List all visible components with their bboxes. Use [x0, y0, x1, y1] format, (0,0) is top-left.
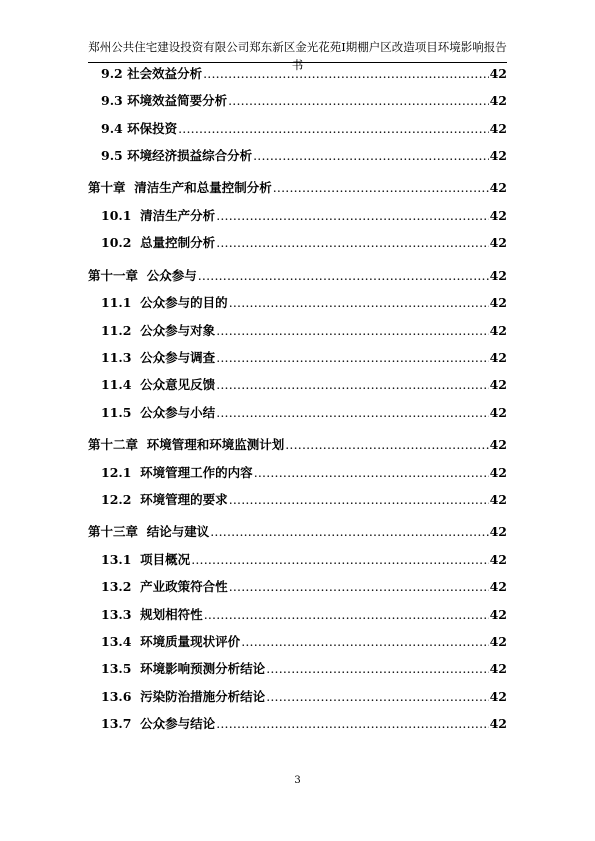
dot-leader — [216, 399, 488, 426]
toc-entry-page: 42 — [489, 267, 507, 283]
toc-entry-label: 环境经济损益综合分析 — [127, 147, 253, 163]
toc-entry[interactable] — [88, 710, 507, 737]
toc-entry[interactable] — [88, 655, 507, 682]
toc-entry-label: 公众参与小结 — [140, 404, 216, 420]
toc-entry-number: 13.6 — [101, 688, 132, 704]
toc-entry-number: 13.1 — [101, 552, 132, 568]
toc-entry-title — [101, 710, 215, 737]
toc-entry-page: 42 — [489, 207, 507, 223]
table-of-contents — [88, 60, 507, 737]
toc-entry-page: 42 — [489, 66, 507, 81]
dot-leader — [266, 655, 488, 682]
toc-entry[interactable] — [88, 169, 507, 202]
toc-entry-title — [101, 371, 215, 398]
toc-entry-label: 产业政策符合性 — [140, 579, 228, 595]
toc-entry-number: 12.2 — [101, 491, 132, 507]
dot-leader — [191, 546, 488, 573]
toc-entry-number: 9.5 — [101, 147, 123, 163]
toc-entry-page: 42 — [489, 633, 507, 649]
dot-leader — [216, 202, 488, 229]
toc-entry[interactable] — [88, 229, 507, 256]
toc-entry-label: 环境管理的要求 — [140, 491, 228, 507]
toc-entry-number: 12.1 — [101, 464, 132, 480]
toc-entry-page: 42 — [489, 491, 507, 507]
toc-entry-number: 11.1 — [101, 295, 132, 311]
toc-entry-number: 第十章 — [88, 180, 126, 196]
dot-leader — [216, 710, 488, 737]
toc-entry-page: 42 — [489, 377, 507, 393]
toc-entry[interactable] — [88, 115, 507, 142]
toc-entry-label: 清洁生产分析 — [140, 207, 216, 223]
toc-entry-number: 9.3 — [101, 93, 123, 109]
toc-entry-page: 42 — [489, 606, 507, 622]
toc-entry-title — [101, 655, 265, 682]
toc-entry-number: 11.3 — [101, 349, 132, 365]
toc-entry[interactable] — [88, 142, 507, 169]
toc-entry-title — [101, 683, 265, 710]
page-number: 3 — [294, 775, 301, 786]
toc-entry-label: 项目概况 — [140, 552, 191, 568]
dot-leader — [216, 317, 488, 344]
toc-entry-number: 9.2 — [101, 66, 123, 81]
toc-entry-label: 环境影响预测分析结论 — [140, 661, 266, 677]
toc-entry-title — [101, 573, 228, 600]
toc-entry-label: 污染防治措施分析结论 — [140, 688, 266, 704]
toc-entry[interactable] — [88, 399, 507, 426]
toc-entry-page: 42 — [489, 235, 507, 251]
dot-leader — [216, 371, 488, 398]
toc-entry-title — [101, 142, 252, 169]
toc-entry-number: 11.5 — [101, 404, 132, 420]
toc-entry-label: 公众参与结论 — [140, 715, 216, 731]
toc-entry-page: 42 — [489, 436, 507, 452]
toc-entry-title — [101, 202, 215, 229]
toc-entry-title — [101, 87, 227, 114]
dot-leader — [266, 683, 488, 710]
toc-entry-number: 10.2 — [101, 235, 132, 251]
toc-entry-page: 42 — [489, 579, 507, 595]
toc-entry-number: 11.4 — [101, 377, 132, 393]
running-header: 郑州公共住宅建设投资有限公司郑东新区金光花苑Ⅰ期棚户区改造项目环境影响报告书 — [88, 40, 507, 72]
toc-entry-label: 环保投资 — [127, 120, 178, 136]
toc-entry-title — [101, 344, 215, 371]
toc-entry-page: 42 — [489, 688, 507, 704]
toc-entry[interactable] — [88, 426, 507, 459]
toc-entry[interactable] — [88, 371, 507, 398]
toc-entry-number: 第十二章 — [88, 436, 139, 452]
toc-entry-label: 社会效益分析 — [127, 66, 203, 81]
toc-entry[interactable] — [88, 459, 507, 486]
toc-entry-page: 42 — [489, 524, 507, 540]
toc-entry-title — [101, 317, 215, 344]
toc-entry-title — [101, 601, 203, 628]
dot-leader — [178, 115, 488, 142]
toc-entry[interactable] — [88, 60, 507, 87]
toc-entry-title — [101, 399, 215, 426]
dot-leader — [204, 601, 489, 628]
toc-entry[interactable] — [88, 628, 507, 655]
toc-entry[interactable] — [88, 486, 507, 513]
dot-leader — [229, 573, 489, 600]
toc-entry[interactable] — [88, 289, 507, 316]
toc-entry-page: 42 — [489, 404, 507, 420]
toc-entry-page: 42 — [489, 322, 507, 338]
toc-entry-number: 13.5 — [101, 661, 132, 677]
toc-entry-number: 第十三章 — [88, 524, 139, 540]
toc-entry-number: 10.1 — [101, 207, 132, 223]
toc-entry-number: 13.4 — [101, 633, 132, 649]
toc-entry-label: 环境管理工作的内容 — [140, 464, 253, 480]
toc-entry-number: 13.3 — [101, 606, 132, 622]
toc-entry-title — [101, 289, 228, 316]
toc-entry[interactable] — [88, 317, 507, 344]
dot-leader — [216, 229, 488, 256]
dot-leader — [254, 459, 489, 486]
toc-entry[interactable] — [88, 601, 507, 628]
toc-entry-label: 公众参与对象 — [140, 322, 216, 338]
dot-leader — [228, 87, 488, 114]
dot-leader — [241, 628, 488, 655]
toc-entry-label: 环境质量现状评价 — [140, 633, 241, 649]
toc-entry-page: 42 — [489, 552, 507, 568]
toc-entry-page: 42 — [489, 180, 507, 196]
toc-entry-label: 公众参与 — [146, 267, 197, 283]
toc-entry-page: 42 — [489, 295, 507, 311]
toc-entry[interactable] — [88, 344, 507, 371]
toc-entry-label: 结论与建议 — [146, 524, 210, 540]
toc-entry-label: 规划相符性 — [140, 606, 203, 622]
toc-entry-label: 环境管理和环境监测计划 — [146, 436, 285, 452]
toc-entry[interactable] — [88, 546, 507, 573]
toc-entry-label: 环境效益简要分析 — [127, 93, 228, 109]
toc-entry-page: 42 — [489, 661, 507, 677]
toc-entry-title — [101, 459, 253, 486]
toc-entry-page: 42 — [489, 349, 507, 365]
toc-entry-page: 42 — [489, 93, 507, 109]
toc-entry-number: 13.2 — [101, 579, 132, 595]
dot-leader — [216, 344, 488, 371]
toc-entry-label: 公众意见反馈 — [140, 377, 216, 393]
toc-entry[interactable] — [88, 683, 507, 710]
toc-entry-number: 9.4 — [101, 120, 123, 136]
dot-leader — [253, 142, 488, 169]
toc-entry[interactable] — [88, 513, 507, 546]
toc-entry-title — [101, 115, 177, 142]
toc-entry-title — [101, 546, 190, 573]
toc-entry-title — [101, 229, 215, 256]
toc-entry-page: 42 — [489, 120, 507, 136]
toc-entry-number: 第十一章 — [88, 267, 139, 283]
toc-entry-label: 总量控制分析 — [140, 235, 216, 251]
dot-leader — [229, 289, 489, 316]
toc-entry-label: 清洁生产和总量控制分析 — [134, 180, 272, 196]
dot-leader — [203, 60, 488, 87]
toc-entry-page: 42 — [489, 715, 507, 731]
toc-entry-page: 42 — [489, 464, 507, 480]
toc-entry-title — [101, 628, 240, 655]
toc-entry[interactable] — [88, 573, 507, 600]
toc-entry[interactable] — [88, 87, 507, 114]
toc-entry[interactable] — [88, 202, 507, 229]
toc-entry-number: 11.2 — [101, 322, 132, 338]
toc-entry-title — [101, 486, 228, 513]
dot-leader — [229, 486, 489, 513]
toc-entry-title — [101, 60, 202, 87]
toc-entry[interactable] — [88, 257, 507, 290]
toc-entry-number: 13.7 — [101, 715, 132, 731]
toc-entry-label: 公众参与的目的 — [140, 295, 228, 311]
toc-entry-page: 42 — [489, 147, 507, 163]
toc-entry-label: 公众参与调查 — [140, 349, 216, 365]
